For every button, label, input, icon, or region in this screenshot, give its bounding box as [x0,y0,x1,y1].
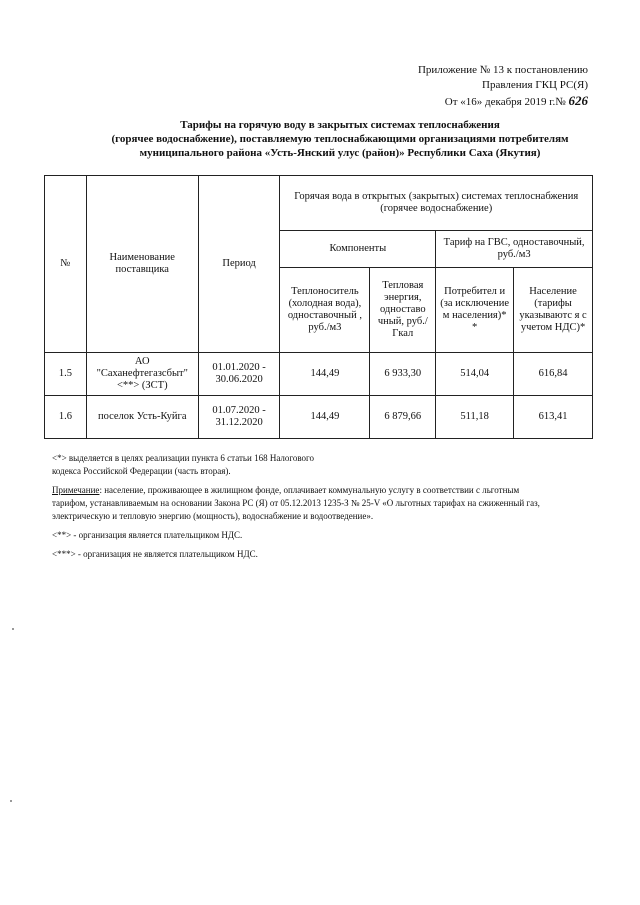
scan-speck [12,628,14,630]
document-title [80,118,600,160]
scan-speck [10,800,12,802]
header-population: Население (тарифы указываютс я с учетом НДС)* [514,268,593,353]
cell-consumers: 511,18 [436,396,514,439]
header-carrier: Теплоноситель (холодная вода), одноставочный , руб./м3 [280,268,370,353]
title-line-3: муниципального района «Усть-Янский улус (район)» Республики Саха (Якутия) [139,147,541,159]
cell-number: 1.5 [45,353,87,396]
appendix-line-3 [418,93,588,110]
cell-population: 613,41 [514,396,593,439]
handwritten-number: 626 [568,93,588,108]
cell-number: 1.6 [45,396,87,439]
remark-line-1: : население, проживающее в жилищном фонде, оплачивает коммунальную услугу в соответствии с льготным [99,485,520,495]
cell-period: 01.07.2020 - 31.12.2020 [198,396,280,439]
cell-population: 616,84 [514,353,593,396]
cell-energy: 6 879,66 [370,396,436,439]
header-tariff: Тариф на ГВС, одноставочный, руб./м3 [436,231,593,268]
appendix-line-2: Правления ГКЦ РС(Я) [482,79,588,91]
header-hot-water-group: Горячая вода в открытых (закрытых) системах теплоснабжения (горячее водоснабжение) [280,176,593,231]
footnote-vat-line-1: <*> выделяется в целях реализации пункта 6 статьи 168 Налогового [52,453,315,463]
header-number: № [45,176,87,353]
remark-label: Примечание [52,485,100,495]
cell-carrier: 144,49 [280,353,370,396]
remark-line-3: электрическую и тепловую энергию (мощность), водоснабжение и водоотведение». [52,511,374,521]
cell-consumers: 514,04 [436,353,514,396]
cell-period: 01.01.2020 - 30.06.2020 [198,353,280,396]
appendix-header [418,63,588,110]
remark [52,484,640,523]
title-line-1: Тарифы на горячую воду в закрытых системах теплоснабжения [180,119,500,131]
footnote-vat-line-2: кодекса Российской Федерации (часть вторая). [52,466,231,476]
appendix-date: От «16» декабря 2019 г.№ [444,96,566,108]
footnotes [52,452,640,567]
header-period: Период [198,176,280,353]
cell-carrier: 144,49 [280,396,370,439]
header-supplier: Наименование поставщика [86,176,198,353]
cell-energy: 6 933,30 [370,353,436,396]
title-line-2: (горячее водоснабжение), поставляемую теплоснабжающими организациями потребителям [111,133,569,145]
table-row [45,353,593,396]
header-components: Компоненты [280,231,436,268]
footnote-non-vat-payer: <***> - организация не является плательщиком НДС. [52,549,258,559]
table-row [45,396,593,439]
header-consumers: Потребител и (за исключение м населения)* * [436,268,514,353]
cell-supplier: поселок Усть-Куйга [86,396,198,439]
header-energy: Тепловая энергия, одноставо чный, руб./Гкал [370,268,436,353]
tariff-table [44,175,593,439]
footnote-vat-payer: <**> - организация является плательщиком НДС. [52,530,243,540]
footnote-vat [52,452,640,478]
cell-supplier: АО "Саханефтегазсбыт" <**> (ЗСТ) [86,353,198,396]
appendix-line-1: Приложение № 13 к постановлению [417,64,588,76]
remark-line-2: тарифом, устанавливаемым на основании Закона РС (Я) от 05.12.2013 1235-З № 25-V «О льготных тарифах на сжиженный газ, [52,498,540,508]
